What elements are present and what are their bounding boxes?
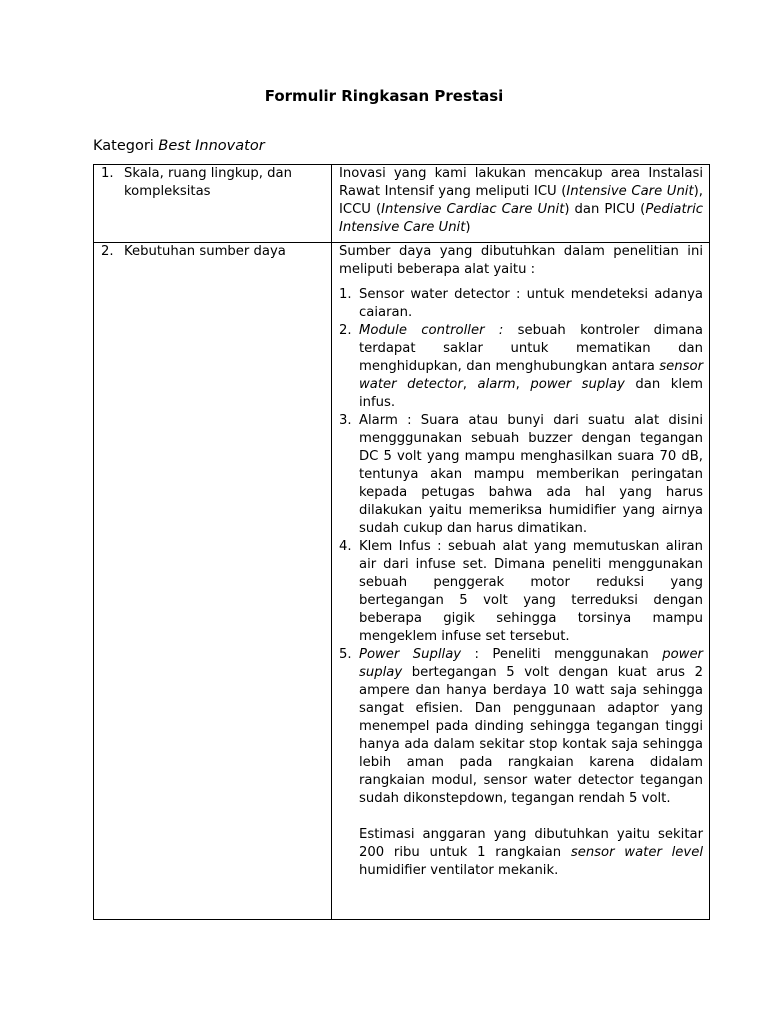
list-item [339,412,703,538]
item-text: sebuah kontroler dimana terdapat saklar untuk mematikan dan menghidupkan, dan menghubungkan antara [359,323,704,374]
body-text: ) [465,220,471,235]
row-content-cell [332,243,710,920]
row-number: 1. [101,166,114,181]
list-item-text [359,322,703,412]
list-item-text: Klem Infus : sebuah alat yang memutuskan aliran air dari infuse set. Dimana peneliti menggunakan sebuah penggerak motor reduksi yang bertegangan 5 volt yang terreduksi dengan beberapa gigik sehingga torsinya mampu mengeklem infuse set tersebut. [359,539,703,644]
body-text: Inovasi yang kami lakukan mencakup area Instalasi Rawat Intensif yang meliputi ICU ( [339,166,703,199]
item-italic: power suplay [530,377,625,392]
row-label: Skala, ruang lingkup, dan kompleksitas [124,166,292,199]
list-item [339,286,703,322]
body-text: ) dan PICU ( [564,202,646,217]
item-italic: alarm [477,377,516,392]
list-item-number: 5. [339,647,352,662]
list-item [339,322,703,412]
list-item-text: Sensor water detector : untuk mendeteksi adanya caiaran. [359,287,703,320]
list-item-text: Alarm : Suara atau bunyi dari suatu alat disini mengggunakan sebuah buzzer dengan tegangan DC 5 volt yang mampu menghasilkan suara 70 dB, tentunya akan mampu memberikan peringatan kepada petugas bahwa ada hal yang harus dilakukan yaitu memeriksa humidifier yang airnya sudah cukup dan harus dimatikan. [359,413,703,536]
category-prefix: Kategori [93,138,159,154]
item-text: , [462,377,478,392]
category-line [93,136,265,156]
item-text: : Peneliti menggunakan [461,647,663,662]
item-italic: sensor water detector [359,359,703,392]
row-content-cell [332,165,710,243]
item-text: bertegangan 5 volt dengan kuat arus 2 ampere dan hanya berdaya 10 watt saja sehingga sangat efisien. Dan penggunaan adaptor yang menempel pada dinding sehingga tegangan tinggi hanya ada dalam sekitar stop kontak saja sehingga lebih aman pada rangkaian karena didalam rangkaian modul, sensor water detector tegangan sudah dikonstepdown, tegangan rendah 5 volt. [359,665,703,806]
body-text: ), ICCU ( [339,184,703,217]
item-italic: Module controller : [359,323,504,338]
list-item-text [359,646,703,808]
body-italic: Intensive Cardiac Care Unit [381,202,565,217]
summary-table [93,164,710,920]
item-text: dan klem infus. [359,377,703,410]
row-number: 2. [101,244,114,259]
body-italic: Pediatric Intensive Care Unit [339,202,704,235]
row-label-cell [94,243,332,920]
closing-italic: sensor water level [570,845,703,860]
budget-estimate [359,826,703,880]
list-item-number: 3. [339,413,352,428]
row-body [332,165,709,237]
list-item-number: 2. [339,323,352,338]
page-title: Formulir Ringkasan Prestasi [264,87,504,105]
body-italic: Intensive Care Unit [566,184,694,199]
row-label-cell [94,165,332,243]
item-italic: power suplay [359,647,703,680]
closing-text: Estimasi anggaran yang dibutuhkan yaitu sekitar 200 ribu untuk 1 rangkaian [359,827,703,860]
list-item [339,646,703,808]
resource-intro: Sumber daya yang dibutuhkan dalam penelitian ini meliputi beberapa alat yaitu : [339,244,703,277]
item-italic: Power Supllay [359,647,462,662]
list-item [339,538,703,646]
table-row [94,165,710,243]
category-value: Best Innovator [158,138,265,154]
list-item-number: 4. [339,539,352,554]
row-label: Kebutuhan sumber daya [124,244,286,259]
item-text: , [515,377,531,392]
closing-text: humidifier ventilator mekanik. [359,863,559,878]
table-row [94,243,710,920]
list-item-number: 1. [339,287,352,302]
